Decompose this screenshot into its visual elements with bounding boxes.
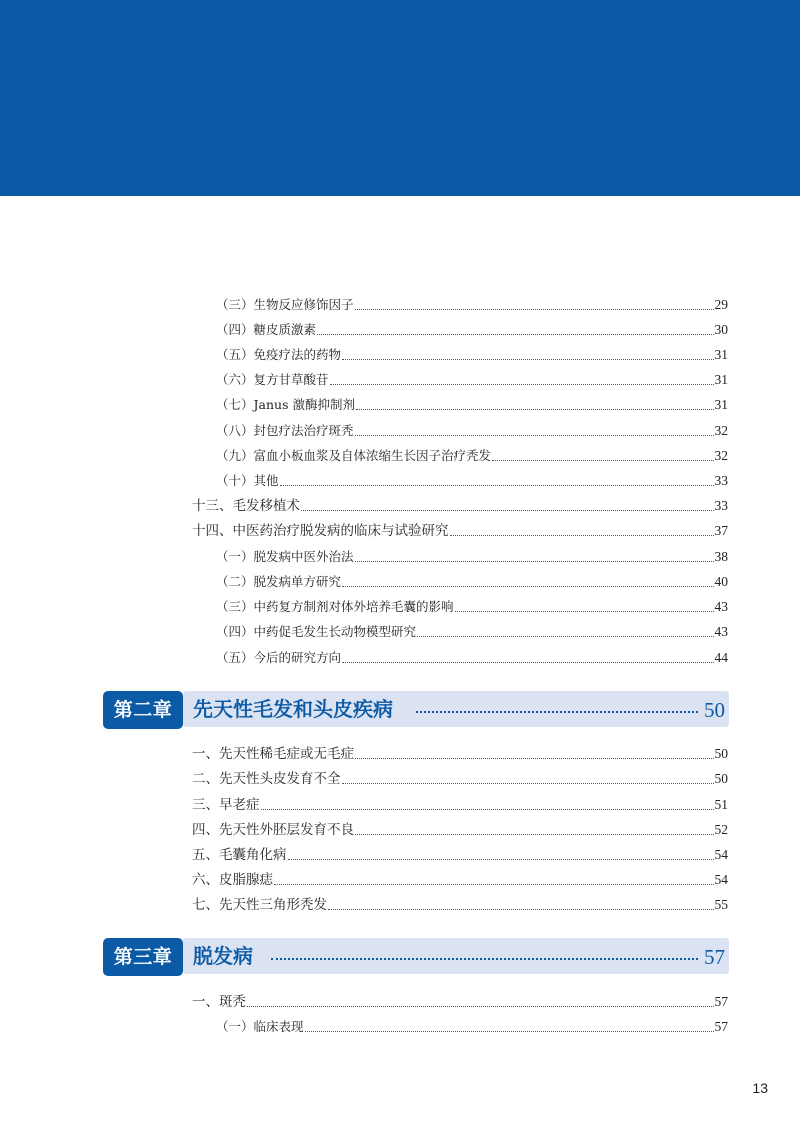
toc-entry-page: 40: [714, 574, 728, 589]
dot-leader: [305, 1031, 714, 1032]
toc-entry-page: 38: [714, 549, 728, 564]
toc-entry-label: （二）脱发病单方研究: [216, 574, 342, 589]
toc-entry-label: （四）糖皮质激素: [216, 322, 317, 337]
toc-entry-page: 29: [714, 297, 728, 312]
toc-entry[interactable]: [192, 867, 728, 889]
toc-entry-label: 三、早老症: [192, 797, 260, 813]
toc-entry-label: 五、毛囊角化病: [192, 847, 287, 863]
toc-entry-label: （九）富血小板血浆及自体浓缩生长因子治疗秃发: [216, 448, 492, 463]
toc-entry[interactable]: [216, 468, 728, 490]
toc-entry-page: 43: [714, 599, 728, 614]
dot-leader: [274, 884, 714, 885]
dot-leader: [317, 334, 713, 335]
chapter-bar: [183, 938, 729, 974]
chapter-page: 57: [704, 945, 725, 969]
dot-leader: [328, 909, 714, 910]
toc-entry-label: 二、先天性头皮发育不全: [192, 771, 341, 787]
toc-entry-label: 一、斑秃: [192, 994, 246, 1010]
chapter-number-tag: 第三章: [103, 938, 183, 976]
toc-entry-label: （四）中药促毛发生长动物模型研究: [216, 624, 417, 639]
toc-entry[interactable]: [192, 766, 728, 788]
toc-entry-page: 30: [714, 322, 728, 337]
toc-entry-label: （五）免疫疗法的药物: [216, 347, 342, 362]
toc-entry-label: （七）Janus 激酶抑制剂: [216, 397, 355, 412]
toc-entry-page: 33: [714, 498, 728, 513]
toc-entry-page: 44: [714, 650, 728, 665]
toc-entry[interactable]: [216, 594, 728, 616]
toc-entry[interactable]: [216, 544, 728, 566]
toc-entry[interactable]: [216, 392, 728, 414]
dot-leader: [355, 834, 714, 835]
toc-entry[interactable]: [192, 493, 728, 515]
toc-entry-page: 57: [714, 1019, 728, 1034]
dot-leader: [261, 809, 714, 810]
toc-entry[interactable]: [216, 317, 728, 339]
toc-entry-page: 54: [714, 847, 728, 862]
toc-entry-page: 37: [714, 523, 728, 538]
dot-leader: [416, 711, 698, 713]
toc-entry[interactable]: [192, 842, 728, 864]
chapter-page: 50: [704, 698, 725, 722]
toc-entry-label: （五）今后的研究方向: [216, 650, 342, 665]
toc-entry-label: 十四、中医药治疗脱发病的临床与试验研究: [192, 523, 449, 539]
toc-entry[interactable]: [216, 342, 728, 364]
dot-leader: [356, 409, 714, 410]
dot-leader: [271, 958, 698, 960]
chapter-number-tag: 第二章: [103, 691, 183, 729]
toc-entry-label: （六）复方甘草酸苷: [216, 372, 329, 387]
toc-entry-label: 四、先天性外胚层发育不良: [192, 822, 354, 838]
chapter-title: 先天性毛发和头皮疾病: [193, 697, 393, 721]
toc-entry[interactable]: [192, 741, 728, 763]
toc-entry[interactable]: [216, 569, 728, 591]
chapter-title: 脱发病: [193, 944, 253, 968]
toc-entry-label: （三）生物反应修饰因子: [216, 297, 354, 312]
dot-leader: [342, 662, 713, 663]
dot-leader: [288, 859, 714, 860]
header-banner: [0, 0, 800, 196]
dot-leader: [450, 535, 714, 536]
toc-entry-page: 31: [714, 397, 728, 412]
toc-entry[interactable]: [192, 892, 728, 914]
toc-entry-page: 57: [714, 994, 728, 1009]
toc-entry-page: 33: [714, 473, 728, 488]
toc-entry-page: 55: [714, 897, 728, 912]
toc-entry[interactable]: [216, 645, 728, 667]
toc-entry-page: 54: [714, 872, 728, 887]
toc-entry-label: （十）其他: [216, 473, 279, 488]
toc-entry[interactable]: [192, 518, 728, 540]
toc-entry-page: 32: [714, 423, 728, 438]
dot-leader: [355, 435, 714, 436]
dot-leader: [355, 561, 714, 562]
page-number: 13: [752, 1080, 768, 1096]
dot-leader: [280, 485, 714, 486]
toc-entry-label: （一）脱发病中医外治法: [216, 549, 354, 564]
toc-entry-label: 六、皮脂腺痣: [192, 872, 273, 888]
toc-entry-page: 32: [714, 448, 728, 463]
dot-leader: [355, 758, 714, 759]
dot-leader: [492, 460, 713, 461]
toc-entry[interactable]: [216, 1014, 728, 1036]
toc-entry-page: 50: [714, 771, 728, 786]
toc-entry[interactable]: [192, 989, 728, 1011]
dot-leader: [417, 636, 713, 637]
dot-leader: [355, 309, 714, 310]
dot-leader: [455, 611, 714, 612]
toc-entry-label: 十三、毛发移植术: [192, 498, 300, 514]
toc-entry-page: 43: [714, 624, 728, 639]
toc-entry[interactable]: [216, 443, 728, 465]
dot-leader: [342, 359, 713, 360]
toc-entry-page: 31: [714, 347, 728, 362]
toc-entry[interactable]: [216, 367, 728, 389]
chapter-heading[interactable]: [103, 938, 729, 974]
toc-entry[interactable]: [216, 292, 728, 314]
chapter-heading[interactable]: [103, 691, 729, 727]
toc-entry-page: 52: [714, 822, 728, 837]
dot-leader: [330, 384, 714, 385]
toc-entry-page: 51: [714, 797, 728, 812]
toc-entry-label: （一）临床表现: [216, 1019, 304, 1034]
toc-entry-label: （三）中药复方制剂对体外培养毛囊的影响: [216, 599, 454, 614]
toc-entry-page: 31: [714, 372, 728, 387]
toc-entry[interactable]: [192, 817, 728, 839]
toc-entry-label: 七、先天性三角形秃发: [192, 897, 327, 913]
toc-entry[interactable]: [216, 418, 728, 440]
toc-entry[interactable]: [192, 792, 728, 814]
toc-entry-page: 50: [714, 746, 728, 761]
toc-entry-label: 一、先天性稀毛症或无毛症: [192, 746, 354, 762]
dot-leader: [247, 1006, 714, 1007]
toc-entry[interactable]: [216, 619, 728, 641]
dot-leader: [301, 510, 714, 511]
dot-leader: [342, 586, 713, 587]
dot-leader: [342, 783, 714, 784]
toc-entry-label: （八）封包疗法治疗斑秃: [216, 423, 354, 438]
